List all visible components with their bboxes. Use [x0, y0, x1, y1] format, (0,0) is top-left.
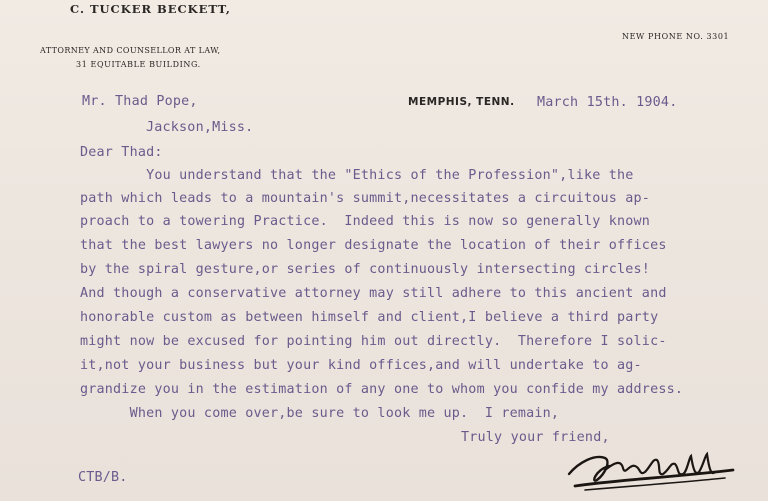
letterhead-phone: NEW PHONE NO. 3301 — [622, 32, 730, 41]
body-line: it,not your business but your kind offices,and will undertake to ag- — [80, 358, 642, 373]
body-line: honorable custom as between himself and client,I believe a third party — [80, 310, 659, 325]
signature-image — [565, 444, 745, 494]
body-line: path which leads to a mountain's summit,necessitates a circuitous ap- — [80, 191, 651, 206]
letterhead-address: 31 EQUITABLE BUILDING. — [76, 60, 201, 69]
closing: Truly your friend, — [461, 430, 610, 445]
letterhead-name: C. TUCKER BECKETT, — [70, 2, 231, 16]
body-line: that the best lawyers no longer designate the location of their offices — [80, 238, 667, 253]
body-line: grandize you in the estimation of any one to whom you confide my address. — [80, 382, 684, 397]
typist-initials: CTB/B. — [78, 470, 128, 485]
body-line: And though a conservative attorney may still adhere to this ancient and — [80, 286, 667, 301]
salutation: Dear Thad: — [80, 145, 163, 160]
body-line: proach to a towering Practice. Indeed this is now so generally known — [80, 214, 651, 229]
body-line: by the spiral gesture,or series of continuously intersecting circles! — [80, 262, 651, 277]
letterhead-city: MEMPHIS, TENN. — [408, 96, 515, 108]
letter-date: March 15th. 1904. — [537, 95, 678, 110]
body-line: might now be excused for pointing him out directly. Therefore I solic- — [80, 334, 667, 349]
recipient-location: Jackson,Miss. — [146, 120, 254, 135]
body-line: You understand that the "Ethics of the Profession",like the — [80, 168, 634, 183]
body-line: When you come over,be sure to look me up. I remain, — [80, 406, 560, 421]
letterhead-title: ATTORNEY AND COUNSELLOR AT LAW, — [40, 46, 221, 55]
recipient-name: Mr. Thad Pope, — [82, 94, 198, 109]
